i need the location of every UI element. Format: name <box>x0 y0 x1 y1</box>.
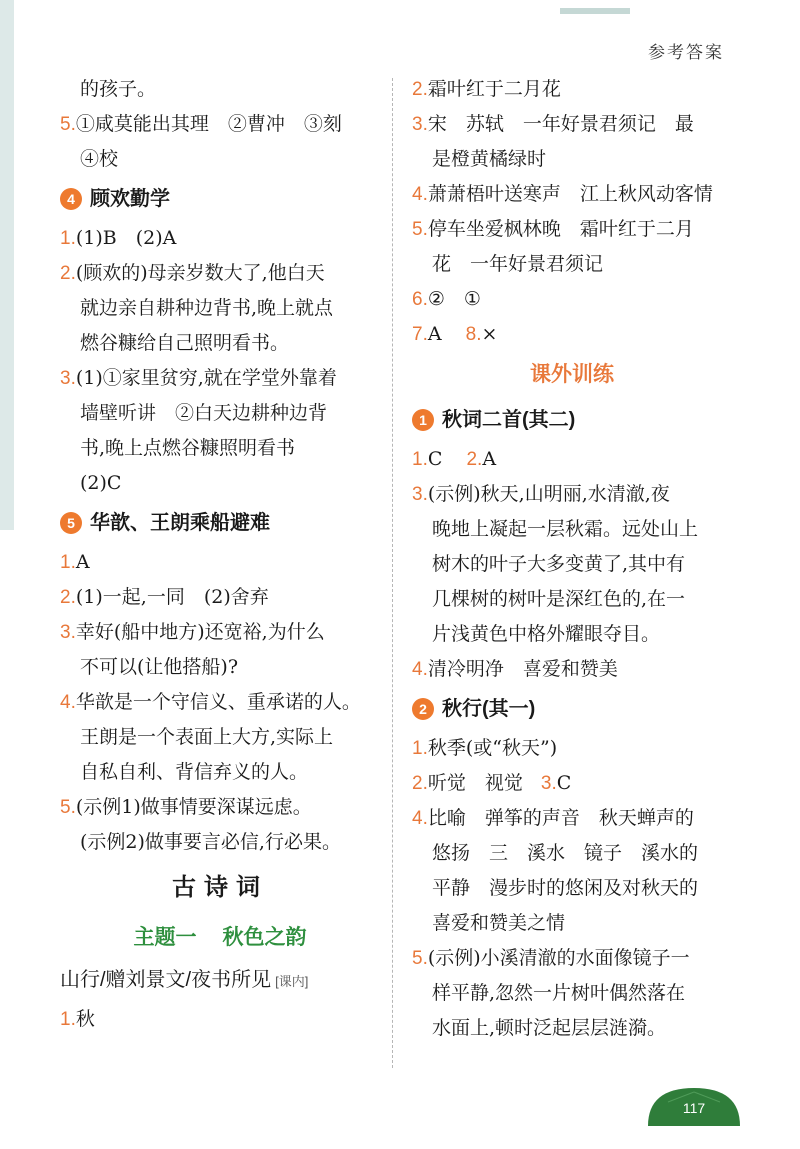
in-class-tag: [课内] <box>275 974 309 989</box>
answer-item: 3.(1)①家里贫穷,就在学堂外靠着 <box>60 367 337 389</box>
answer-line: 花 一年好景君须记 <box>432 253 604 275</box>
top-tab-marker <box>560 8 630 14</box>
answer-line: 不可以(让他搭船)? <box>80 656 239 678</box>
answer-line: 喜爱和赞美之情 <box>432 912 566 934</box>
page-edge-stripe <box>0 0 14 530</box>
lesson-number-badge: 4 <box>60 188 82 210</box>
answer-item: 1.(1)B (2)A <box>60 227 177 249</box>
answer-line: 书,晚上点燃谷糠照明看书 <box>80 437 296 459</box>
answer-line: (示例2)做事要言必信,行必果。 <box>80 831 341 853</box>
answer-item: 2.(1)一起,一同 (2)舍弃 <box>60 586 269 608</box>
answer-line: ④校 <box>80 148 119 170</box>
lesson-heading <box>412 687 732 731</box>
answer-line: 水面上,顿时泛起层层涟漪。 <box>432 1017 667 1039</box>
answer-item: 4.华歆是一个守信义、重承诺的人。 <box>60 691 361 713</box>
theme-heading: 主题一 秋色之韵 <box>133 924 307 949</box>
answer-line: 王朗是一个表面上大方,实际上 <box>80 726 334 748</box>
answer-item: 5.(示例)小溪清澈的水面像镜子一 <box>412 947 690 969</box>
answer-item: 2.听觉 视觉 3.C <box>412 772 572 794</box>
column-divider <box>392 78 393 1068</box>
answer-item: 5.停车坐爱枫林晚 霜叶红于二月 <box>412 218 694 240</box>
answer-line: 的孩子。 <box>80 78 157 100</box>
answer-item: 2.霜叶红于二月花 <box>412 78 561 100</box>
answer-line: 平静 漫步时的悠闲及对秋天的 <box>432 877 699 899</box>
answer-item: 1.秋季(或“秋天”) <box>412 737 558 759</box>
answer-item: 3.宋 苏轼 一年好景君须记 最 <box>412 113 694 135</box>
lesson-heading <box>60 177 380 221</box>
lesson-heading <box>60 501 380 545</box>
page-number-badge <box>648 1086 740 1126</box>
lesson-number-badge: 5 <box>60 512 82 534</box>
answer-item: 5.①咸莫能出其理 ②曹冲 ③刻 <box>60 113 342 135</box>
lesson-title: 秋行(其一) <box>442 698 536 720</box>
answer-item: 7.A 8.× <box>412 323 498 345</box>
answer-line: (2)C <box>80 472 122 494</box>
answer-line: 几棵树的树叶是深红色的,在一 <box>432 588 686 610</box>
answer-line: 树木的叶子大多变黄了,其中有 <box>432 553 686 575</box>
answer-item: 2.(顾欢的)母亲岁数大了,他白天 <box>60 262 325 284</box>
page-header: 参考答案 <box>648 43 724 63</box>
page-number: 117 <box>682 1100 706 1116</box>
answer-item: 4.萧萧梧叶送寒声 江上秋风动客情 <box>412 183 713 205</box>
right-column <box>412 72 732 1046</box>
answer-line: 晚地上凝起一层秋霜。远处山上 <box>432 518 699 540</box>
answer-line: 自私自利、背信弃义的人。 <box>80 761 309 783</box>
left-column <box>60 72 380 1037</box>
lesson-number-badge: 2 <box>412 698 434 720</box>
poem-titles: 山行/赠刘景文/夜书所见 [课内] <box>60 969 309 991</box>
answer-item: 4.比喻 弹筝的声音 秋天蝉声的 <box>412 807 694 829</box>
answer-item: 4.清冷明净 喜爱和赞美 <box>412 658 618 680</box>
answer-line: 就边亲自耕种边背书,晚上就点 <box>80 297 334 319</box>
answer-line: 是橙黄橘绿时 <box>432 148 547 170</box>
answer-item: 5.(示例1)做事情要深谋远虑。 <box>60 796 312 818</box>
answer-item: 3.幸好(船中地方)还宽裕,为什么 <box>60 621 325 643</box>
answer-line: 燃谷糠给自己照明看书。 <box>80 332 290 354</box>
answer-line: 样平静,忽然一片树叶偶然落在 <box>432 982 686 1004</box>
lesson-title: 华歆、王朗乘船避难 <box>90 512 270 534</box>
answer-item: 1.A <box>60 551 90 573</box>
answer-item: 1.C 2.A <box>412 448 497 470</box>
answer-line: 片浅黄色中格外耀眼夺目。 <box>432 623 661 645</box>
answer-item: 3.(示例)秋天,山明丽,水清澈,夜 <box>412 483 670 505</box>
lesson-number-badge: 1 <box>412 409 434 431</box>
lesson-heading <box>412 398 732 442</box>
extra-training-heading: 课外训练 <box>530 363 614 386</box>
answer-line: 墙壁听讲 ②白天边耕种边背 <box>80 402 328 424</box>
section-heading: 古诗词 <box>172 872 268 901</box>
answer-item: 1.秋 <box>60 1008 95 1030</box>
answer-line: 悠扬 三 溪水 镜子 溪水的 <box>432 842 699 864</box>
lesson-title: 秋词二首(其二) <box>442 409 576 431</box>
answer-item: 6.② ① <box>412 288 481 310</box>
lesson-title: 顾欢勤学 <box>90 188 170 210</box>
